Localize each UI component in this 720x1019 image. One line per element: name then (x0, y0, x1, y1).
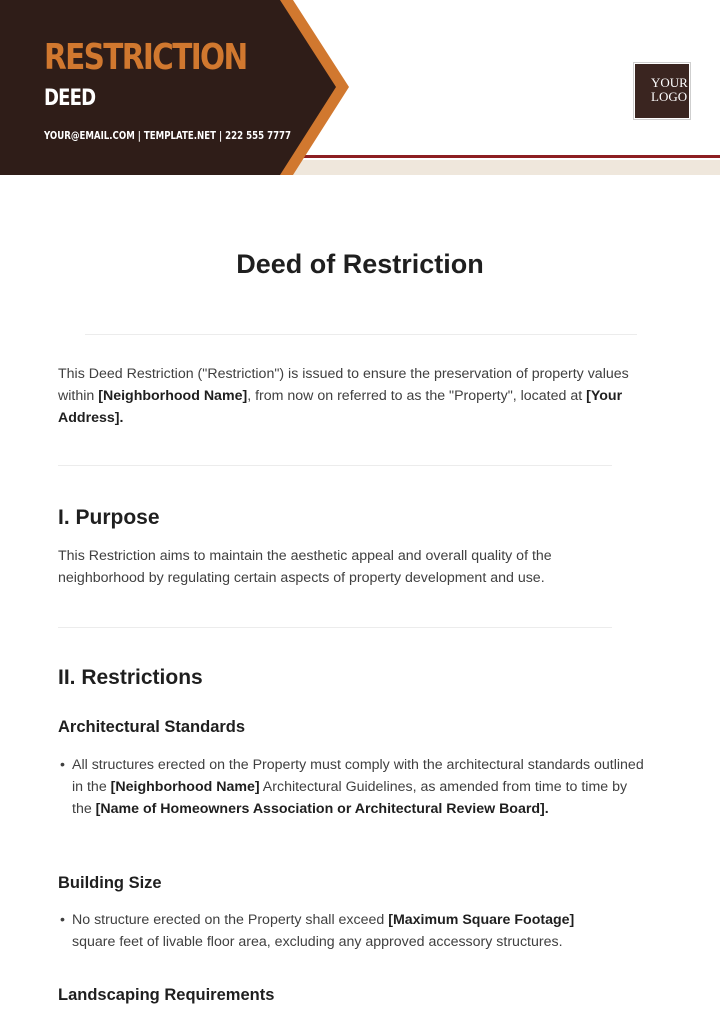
building-size-text-1: No structure erected on the Property shall exceed (72, 912, 389, 928)
header-graphic (0, 0, 720, 175)
intro-address-placeholder: [Your Address]. (58, 388, 623, 426)
intro-neighborhood-placeholder: [Neighborhood Name] (98, 388, 248, 404)
brand-title: RESTRICTION (44, 37, 247, 78)
architectural-standards-item (60, 754, 646, 820)
document-title: Deed of Restriction (236, 249, 484, 279)
bullet-marker: • (60, 757, 65, 773)
purpose-heading: I. Purpose (58, 506, 160, 529)
document-header (0, 0, 720, 175)
building-size-text-2: square feet of livable floor area, excluding any approved accessory structures. (72, 934, 563, 950)
bullet-marker: • (60, 912, 65, 928)
divider (58, 627, 612, 628)
restrictions-heading: II. Restrictions (58, 666, 203, 689)
maximum-square-footage-placeholder: [Maximum Square Footage] (388, 912, 575, 928)
architectural-standards-heading: Architectural Standards (58, 718, 246, 736)
logo-line-2: LOGO (651, 89, 688, 104)
building-size-item (60, 909, 620, 953)
architectural-text-1: All structures erected on the Property must comply with the architectural standards outlined in the (72, 757, 644, 795)
architectural-text-2: Architectural Guidelines, as amended from time to time by the (72, 779, 628, 817)
logo-line-1: YOUR (651, 75, 688, 90)
architectural-board-placeholder: [Name of Homeowners Association or Architectural Review Board]. (95, 801, 549, 817)
brand-subtitle: DEED (44, 86, 96, 111)
intro-paragraph (58, 363, 668, 429)
architectural-neighborhood-placeholder: [Neighborhood Name] (110, 779, 260, 795)
header-red-rule (295, 155, 720, 158)
building-size-text (72, 909, 620, 953)
landscaping-requirements-heading: Landscaping Requirements (58, 986, 275, 1004)
divider (58, 465, 612, 466)
intro-text-1: This Deed Restriction ("Restriction") is issued to ensure the preservation of property values within (58, 366, 629, 404)
divider (85, 334, 637, 335)
intro-text-2: , from now on referred to as the "Property", located at (247, 388, 587, 404)
logo-placeholder (635, 64, 689, 118)
building-size-heading: Building Size (58, 874, 162, 892)
purpose-paragraph: This Restriction aims to maintain the aesthetic appeal and overall quality of the neighborhood by regulating certain aspects of property development and use. (58, 548, 552, 586)
contact-info: YOUR@EMAIL.COM | TEMPLATE.NET | 222 555 7777 (44, 130, 292, 142)
architectural-standards-text (72, 754, 646, 820)
